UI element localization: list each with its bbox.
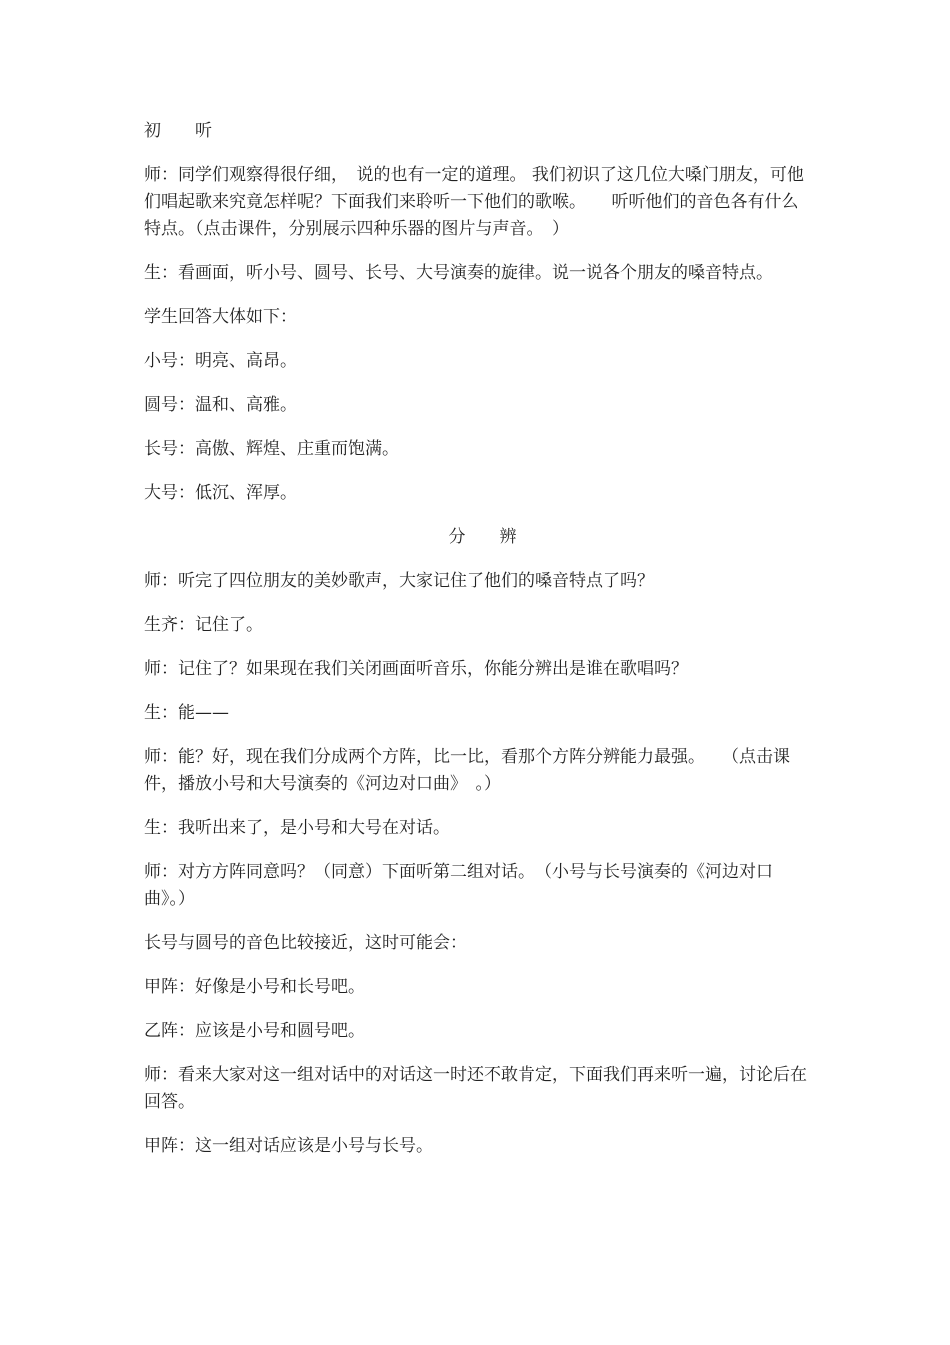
- paragraph: 师：看来大家对这一组对话中的对话这一时还不敢肯定，下面我们再来听一遍，讨论后在回答。: [144, 1065, 807, 1112]
- paragraph: 甲阵：好像是小号和长号吧。: [144, 977, 365, 997]
- paragraph: 师：听完了四位朋友的美妙歌声，大家记住了他们的嗓音特点了吗？: [144, 571, 654, 591]
- paragraph: 长号：高傲、辉煌、庄重而饱满。: [144, 439, 399, 459]
- paragraph: 圆号：温和、高雅。: [144, 395, 297, 415]
- paragraph: 甲阵：这一组对话应该是小号与长号。: [144, 1136, 433, 1156]
- paragraph: 长号与圆号的音色比较接近，这时可能会：: [144, 933, 467, 953]
- section-heading-first-listen: 初 听: [144, 121, 212, 141]
- paragraph: 小号：明亮、高昂。: [144, 351, 297, 371]
- paragraph: 生：看画面，听小号、圆号、长号、大号演奏的旋律。说一说各个朋友的嗓音特点。: [144, 263, 773, 283]
- paragraph: 师：能？好，现在我们分成两个方阵，比一比，看那个方阵分辨能力最强。 （点击课件，播放小号和大号演奏的《河边对口曲》 。）: [144, 747, 790, 794]
- paragraph: 师：同学们观察得很仔细， 说的也有一定的道理。 我们初识了这几位大嗓门朋友，可他们唱起歌来究竟怎样呢？下面我们来聆听一下他们的歌喉。 听听他们的音色各有什么特点。（点击课件，分别展示四种乐器的图片与声音。 ）: [144, 165, 804, 239]
- paragraph: 师：对方方阵同意吗？（同意）下面听第二组对话。 （小号与长号演奏的《河边对口曲》。）: [144, 862, 773, 909]
- paragraph: 学生回答大体如下：: [144, 307, 297, 327]
- paragraph: 生：我听出来了，是小号和大号在对话。: [144, 818, 450, 838]
- paragraph: 乙阵：应该是小号和圆号吧。: [144, 1021, 365, 1041]
- paragraph: 生：能——: [144, 703, 229, 723]
- paragraph: 师：记住了？如果现在我们关闭画面听音乐，你能分辨出是谁在歌唱吗？: [144, 659, 688, 679]
- section-heading-distinguish: 分 辨: [448, 527, 517, 547]
- paragraph: 大号：低沉、浑厚。: [144, 483, 297, 503]
- paragraph: 生齐：记住了。: [144, 615, 263, 635]
- document-page: [144, 118, 809, 1177]
